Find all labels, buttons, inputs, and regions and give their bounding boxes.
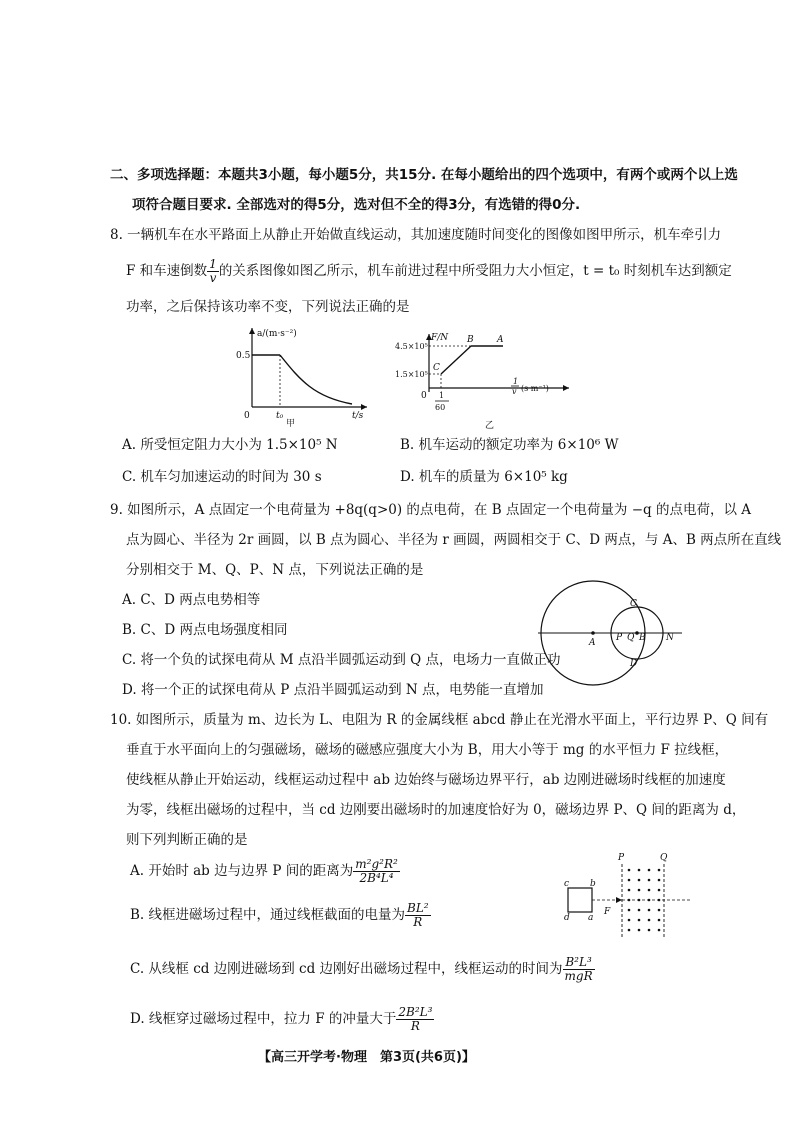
q10-label-p: P (618, 853, 625, 863)
field-dot (638, 879, 641, 882)
q10-line3: 使线框从静止开始运动，线框运动过程中 ab 边始终与磁场边界平行，ab 边刚进磁场时线框的加速度 (126, 772, 726, 788)
field-dot (658, 889, 661, 892)
yi-point-c: C (433, 363, 440, 373)
q9-label-c: C (630, 599, 637, 609)
field-dot (648, 909, 651, 912)
q10-line1: 10. 如图所示，质量为 m、边长为 L、电阻为 R 的金属线框 abcd 静止在光滑水平面上，平行边界 P、Q 间有 (110, 712, 769, 728)
field-dot (638, 929, 641, 932)
yi-x-label-num: 1 (513, 377, 519, 386)
q9-circles-figure (536, 575, 686, 695)
q10-line5: 则下列判断正确的是 (126, 832, 248, 848)
q10-option-d: D. 线框穿过磁场过程中，拉力 F 的冲量大于 $\frac{\text{2B²L³}}{R}$ (130, 1005, 433, 1033)
field-dot (648, 869, 651, 872)
q10-option-c: C. 从线框 cd 边刚进磁场到 cd 边刚好出磁场过程中，线框运动的时间为 $\frac{\text{B²L³}}{\text{mgR}}$ (130, 955, 593, 983)
q10-label-q: Q (660, 853, 668, 863)
field-dot (638, 869, 641, 872)
q9-option-d: D. 将一个正的试探电荷从 P 点沿半圆弧运动到 N 点，电势能一直增加 (122, 682, 544, 698)
yi-y-tick-high: 4.5×10⁵ (395, 342, 428, 351)
q10-wire-frame (568, 888, 592, 912)
field-dot (648, 879, 651, 882)
q8-option-c: C. 机车匀加速运动的时间为 30 s (122, 469, 322, 485)
field-dot (658, 869, 661, 872)
jia-y-tick: 0.5 (236, 351, 251, 361)
section-heading-line1: 二、多项选择题：本题共3小题，每小题5分，共15分. 在每小题给出的四个选项中，有两个或两个以上选 (110, 167, 738, 183)
q10-line4: 为零，线框出磁场的过程中，当 cd 边刚要出磁场时的加速度恰好为 0，磁场边界 P、Q 间的距离为 d， (126, 802, 746, 818)
q10-field-figure (556, 850, 696, 940)
yi-origin: 0 (421, 391, 427, 401)
field-dot (648, 889, 651, 892)
field-dot (648, 919, 651, 922)
q9-option-c: C. 将一个负的试探电荷从 M 点沿半圆弧运动到 Q 点，电场力一直做正功 (122, 652, 561, 668)
q8-line2-post: 的关系图像如图乙所示，机车前进过程中所受阻力大小恒定，t = t₀ 时刻机车达到额定 (218, 263, 732, 279)
q9-label-n: N (666, 633, 674, 643)
field-dot (628, 889, 631, 892)
field-dot (658, 909, 661, 912)
q9-label-b: B (639, 633, 646, 643)
field-dot (628, 869, 631, 872)
field-dot (638, 919, 641, 922)
q8-graph-jia (222, 322, 372, 427)
q10-label-c: c (564, 879, 570, 889)
q9-label-d: D (630, 659, 638, 669)
q10-option-a: A. 开始时 ab 边与边界 P 间的距离为 $\frac{\text{m²g²R²}}{\text{2B⁴L⁴}}$ (130, 857, 398, 885)
jia-origin: 0 (244, 411, 250, 421)
yi-caption: 乙 (485, 421, 495, 431)
q8-line2 (126, 258, 732, 285)
q8-line2-pre: F 和车速倒数 (126, 263, 208, 279)
field-dot (628, 919, 631, 922)
field-dot (648, 929, 651, 932)
jia-x-tick: t₀ (276, 411, 284, 421)
q8-graph-yi (393, 330, 573, 435)
q8-line1: 8. 一辆机车在水平路面上从静止开始做直线运动，其加速度随时间变化的图像如图甲所示，机车牵引力 (110, 227, 722, 243)
yi-y-label: F/N (431, 333, 449, 343)
field-dot (628, 929, 631, 932)
q10-label-b: b (590, 879, 596, 889)
q9-label-a: A (589, 638, 596, 648)
jia-caption: 甲 (286, 419, 296, 427)
q8-inverse-v-fraction: $\frac{1}{v}$ (209, 257, 217, 285)
yi-cb-line (441, 346, 471, 374)
yi-x-label-den: v (512, 387, 517, 396)
q9-line3: 分别相交于 M、Q、P、N 点，下列说法正确的是 (126, 562, 424, 578)
q8-option-a: A. 所受恒定阻力大小为 1.5×10⁵ N (122, 437, 338, 453)
q8-option-b: B. 机车运动的额定功率为 6×10⁶ W (400, 437, 619, 453)
jia-x-label: t/s (352, 411, 364, 421)
q9-label-q: Q (627, 633, 635, 643)
q10-label-f: F (604, 907, 611, 917)
q10-label-d: d (564, 913, 570, 923)
jia-y-label: a/(m·s⁻²) (257, 329, 297, 339)
yi-x-tick-den: 60 (435, 403, 446, 412)
q8-option-d: D. 机车的质量为 6×10⁵ kg (400, 469, 568, 485)
field-dot (658, 929, 661, 932)
q10-option-b: B. 线框进磁场过程中，通过线框截面的电量为 $\frac{\text{BL²}}{R}$ (130, 901, 429, 929)
q10-label-a: a (588, 913, 594, 923)
q9-line1: 9. 如图所示，A 点固定一个电荷量为 +8q(q>0) 的点电荷，在 B 点固定一个电荷量为 −q 的点电荷，以 A (110, 502, 751, 518)
yi-x-label: (s·m⁻¹) (521, 384, 549, 393)
q9-label-p: P (616, 633, 623, 643)
field-dot (658, 879, 661, 882)
yi-point-a: A (497, 335, 504, 345)
field-dot (638, 889, 641, 892)
yi-y-tick-low: 1.5×10⁵ (395, 370, 428, 379)
q9-line2: 点为圆心、半径为 2r 画圆，以 B 点为圆心、半径为 r 画圆，两圆相交于 C、D 两点，与 A、B 两点所在直线 (126, 532, 782, 548)
q9-option-a: A. C、D 两点电势相等 (122, 592, 261, 608)
page-footer: 【高三开学考·物理 第3页(共6页)】 (258, 1050, 475, 1065)
jia-decay-curve (280, 355, 352, 404)
q9-option-b: B. C、D 两点电场强度相同 (122, 622, 288, 638)
yi-point-b: B (467, 335, 474, 345)
field-dot (628, 879, 631, 882)
field-dot (658, 919, 661, 922)
field-dot (638, 909, 641, 912)
q8-line3: 功率，之后保持该功率不变，下列说法正确的是 (126, 299, 410, 315)
q10-line2: 垂直于水平面向上的匀强磁场，磁场的磁感应强度大小为 B，用大小等于 mg 的水平恒力 F 拉线框， (126, 742, 729, 758)
yi-x-tick-num: 1 (439, 391, 445, 400)
section-heading-line2: 项符合题目要求. 全部选对的得5分，选对但不全的得3分，有选错的得0分. (132, 197, 581, 213)
field-dot (628, 909, 631, 912)
